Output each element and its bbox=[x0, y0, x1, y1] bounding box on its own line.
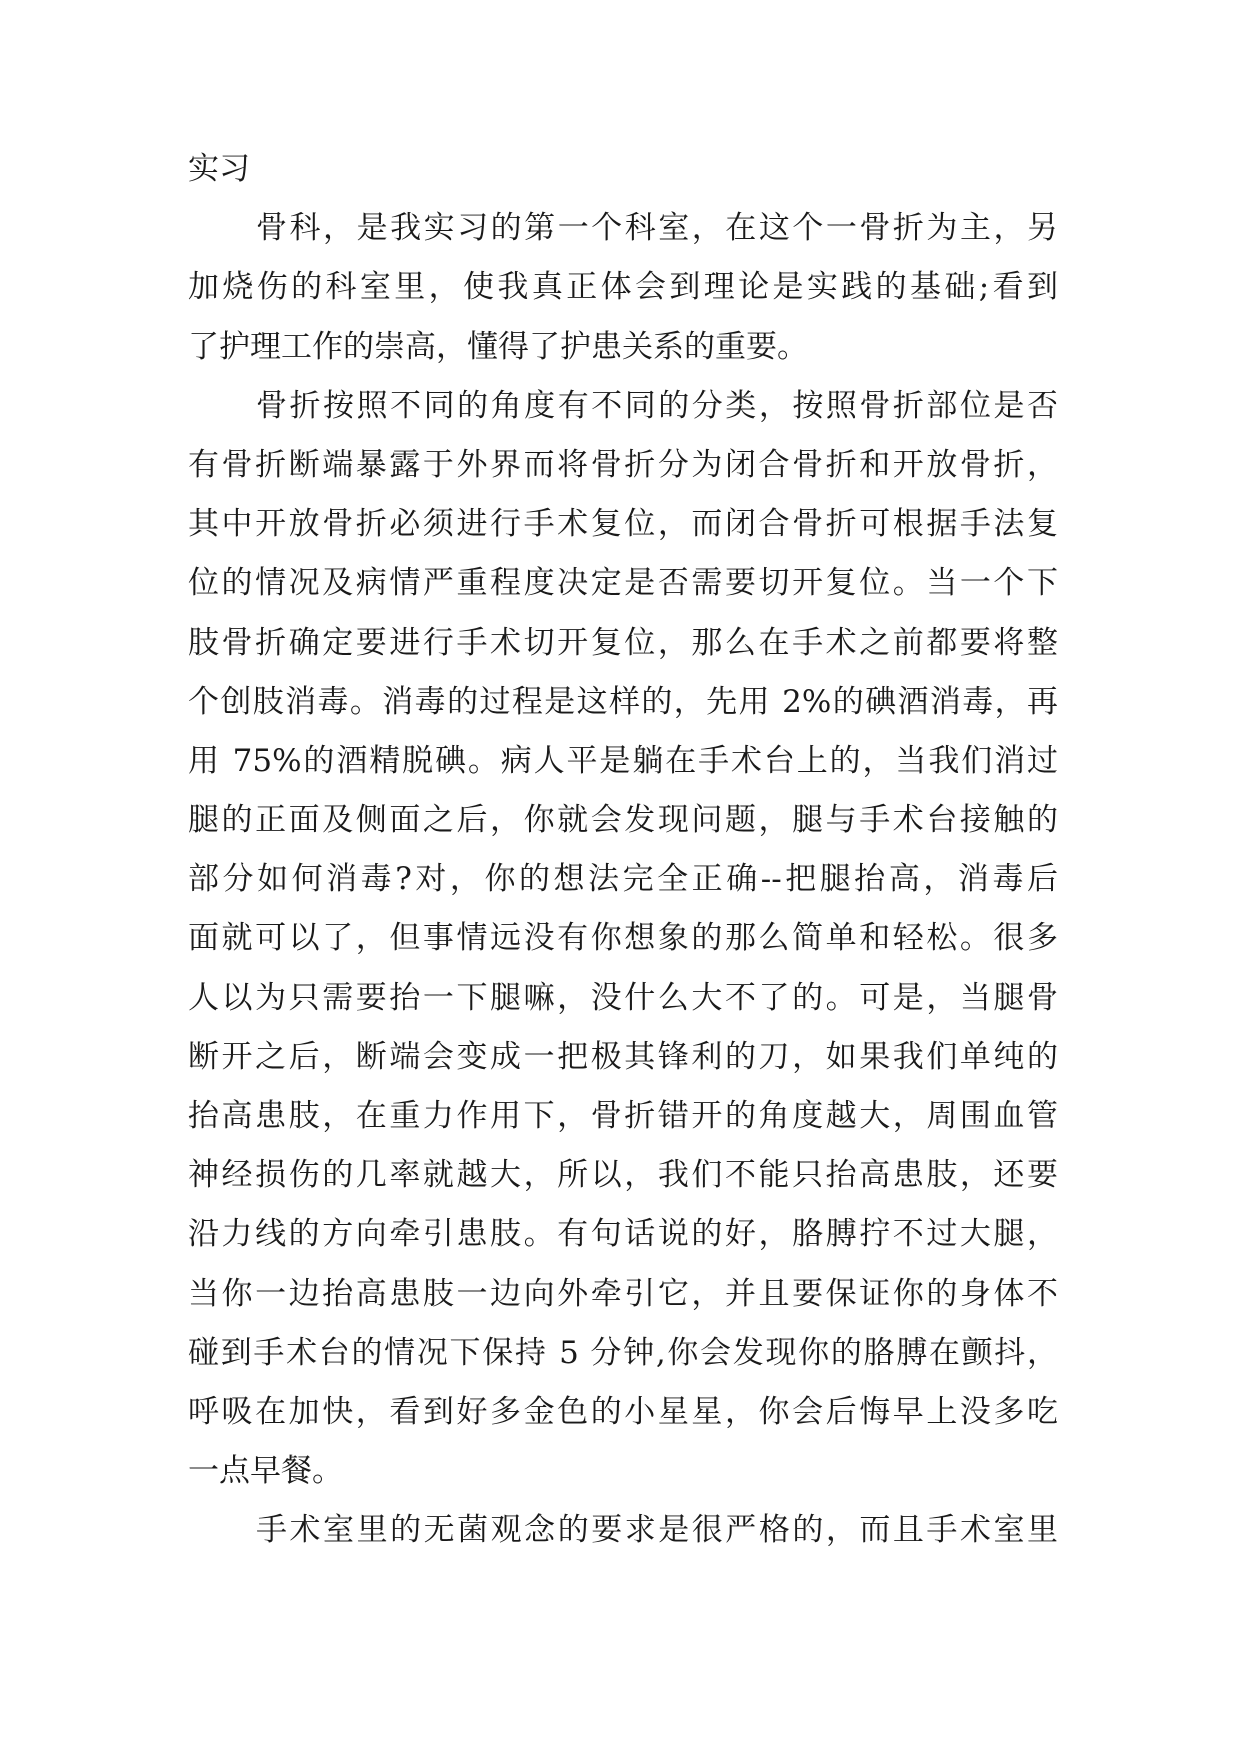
paragraph-line: 骨科，是我实习的第一个科室，在这个一骨折为主，另 bbox=[256, 210, 1058, 247]
document-body bbox=[188, 140, 1058, 1561]
paragraph-line: 其中开放骨折必须进行手术复位，而闭合骨折可根据手法复 bbox=[188, 506, 1058, 543]
paragraph-line: 骨折按照不同的角度有不同的分类，按照骨折部位是否 bbox=[256, 387, 1058, 424]
paragraph-line: 人以为只需要抬一下腿嘛，没什么大不了的。可是，当腿骨 bbox=[188, 979, 1058, 1016]
paragraph-line: 碰到手术台的情况下保持 5 分钟,你会发现你的胳膊在颤抖， bbox=[188, 1334, 1058, 1371]
paragraph-line: 一点早餐。 bbox=[188, 1453, 343, 1490]
paragraph-line: 部分如何消毒?对，你的想法完全正确--把腿抬高，消毒后 bbox=[188, 861, 1058, 898]
paragraph-line: 断开之后，断端会变成一把极其锋利的刀，如果我们单纯的 bbox=[188, 1038, 1058, 1075]
document-heading: 实习 bbox=[188, 151, 250, 187]
paragraph-line: 呼吸在加快，看到好多金色的小星星，你会后悔早上没多吃 bbox=[188, 1393, 1058, 1430]
paragraph-line: 沿力线的方向牵引患肢。有句话说的好，胳膊拧不过大腿， bbox=[188, 1216, 1058, 1253]
paragraph-line: 个创肢消毒。消毒的过程是这样的，先用 2%的碘酒消毒，再 bbox=[188, 683, 1058, 720]
paragraph-line: 面就可以了，但事情远没有你想象的那么简单和轻松。很多 bbox=[188, 920, 1058, 957]
paragraph-line: 腿的正面及侧面之后，你就会发现问题，腿与手术台接触的 bbox=[188, 802, 1058, 839]
paragraph-line: 肢骨折确定要进行手术切开复位，那么在手术之前都要将整 bbox=[188, 624, 1058, 661]
paragraph-line: 有骨折断端暴露于外界而将骨折分为闭合骨折和开放骨折， bbox=[188, 446, 1058, 483]
paragraph-line: 加烧伤的科室里，使我真正体会到理论是实践的基础;看到 bbox=[188, 269, 1058, 306]
paragraph-line: 抬高患肢，在重力作用下，骨折错开的角度越大，周围血管 bbox=[188, 1098, 1058, 1134]
paragraph-line: 当你一边抬高患肢一边向外牵引它，并且要保证你的身体不 bbox=[188, 1275, 1058, 1312]
paragraph-line: 手术室里的无菌观念的要求是很严格的，而且手术室里 bbox=[256, 1512, 1058, 1549]
paragraph-line: 神经损伤的几率就越大，所以，我们不能只抬高患肢，还要 bbox=[188, 1157, 1058, 1194]
paragraph-line: 位的情况及病情严重程度决定是否需要切开复位。当一个下 bbox=[188, 565, 1058, 602]
paragraph-line: 了护理工作的崇高，懂得了护患关系的重要。 bbox=[188, 328, 808, 365]
paragraph-line: 用 75%的酒精脱碘。病人平是躺在手术台上的，当我们消过 bbox=[188, 742, 1058, 779]
